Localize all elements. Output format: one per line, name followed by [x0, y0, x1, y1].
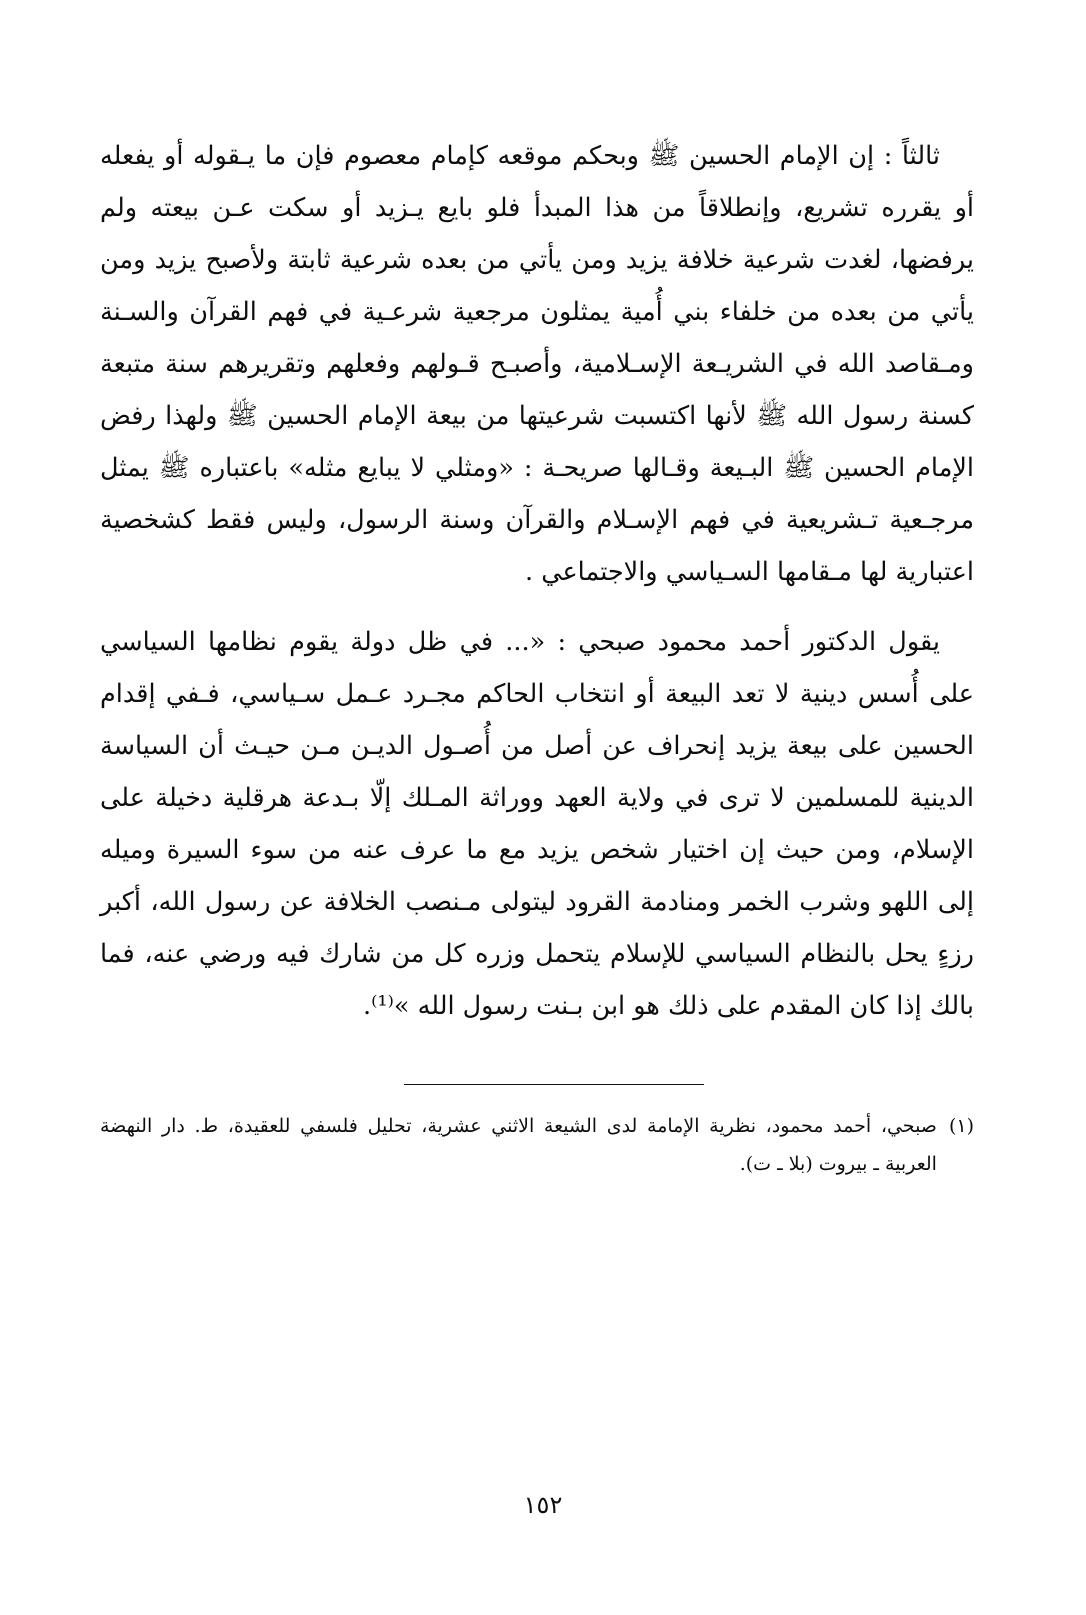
footnote-item	[100, 1107, 974, 1183]
footnote-separator	[404, 1084, 704, 1085]
page-body	[100, 130, 974, 1032]
paragraph-2: يقول الدكتور أحمد محمود صبحي : «... في ظل دولة يقوم نظامها السياسي على أُسس دينية لا تعد البيعة أو انتخاب الحاكم مجـرد عـمل سـياسي، فـفي إقدام الحسين على بيعة يزيد إنحراف عن أصل من أُصـول الديـن مـن حيـث أن السياسة الدينية للمسلمين لا ترى في ولاية العهد ووراثة المـلك إلّا بـدعة هرقلية دخيلة على الإسلام، ومن حيث إن اختيار شخص يزيد مع ما عرف عنه من سوء السيرة وميله إلى اللهو وشرب الخمر ومنادمة القرود ليتولى مـنصب الخلافة عن رسول الله، أكبر رزءٍ يحل بالنظام السياسي للإسلام يتحمل وزره كل من شارك فيه ورضي عنه، فما بالك إذا كان المقدم على ذلك هو ابن بـنت رسول الله »⁽¹⁾.	[100, 627, 974, 1021]
footnote-text: صبحي، أحمد محمود، نظرية الإمامة لدى الشيعة الاثني عشرية، تحليل فلسفي للعقيدة، ط. دار النهضة العربية ـ بيروت (بلا ـ ت).	[100, 1115, 937, 1175]
paragraph-1: ثالثاً : إن الإمام الحسين ﷺ وبحكم موقعه كإمام معصوم فإن ما يـقوله أو يفعله أو يقرره تشريع، وإنطلاقاً من هذا المبدأ فلو بايع يـزيد أو سكت عـن بيعته ولم يرفضها، لغدت شرعية خلافة يزيد ومن يأتي من بعده شرعية ثابتة ولأصبح يزيد ومن يأتي من بعده من خلفاء بني أُمية يمثلون مرجعية شرعـية في فهم القرآن والسـنة ومـقاصد الله في الشريـعة الإسـلامية، وأصبـح قـولهم وفعلهم وتقريرهم سنة متبعة كسنة رسول الله ﷺ لأنها اكتسبت شرعيتها من بيعة الإمام الحسين ﷺ ولهذا رفض الإمام الحسين ﷺ البـيعة وقـالها صريحـة : «ومثلي لا يبايع مثله» باعتباره ﷺ يمثل مرجـعية تـشريعية في فهم الإسـلام والقرآن وسنة الرسول، وليس فقط كشخصية اعتبارية لها مـقامها السـياسي والاجتماعي .	[100, 141, 974, 587]
footnotes-section	[100, 1107, 974, 1183]
footnote-marker: (١)	[948, 1115, 974, 1137]
page-number: ١٥٢	[523, 1491, 563, 1519]
